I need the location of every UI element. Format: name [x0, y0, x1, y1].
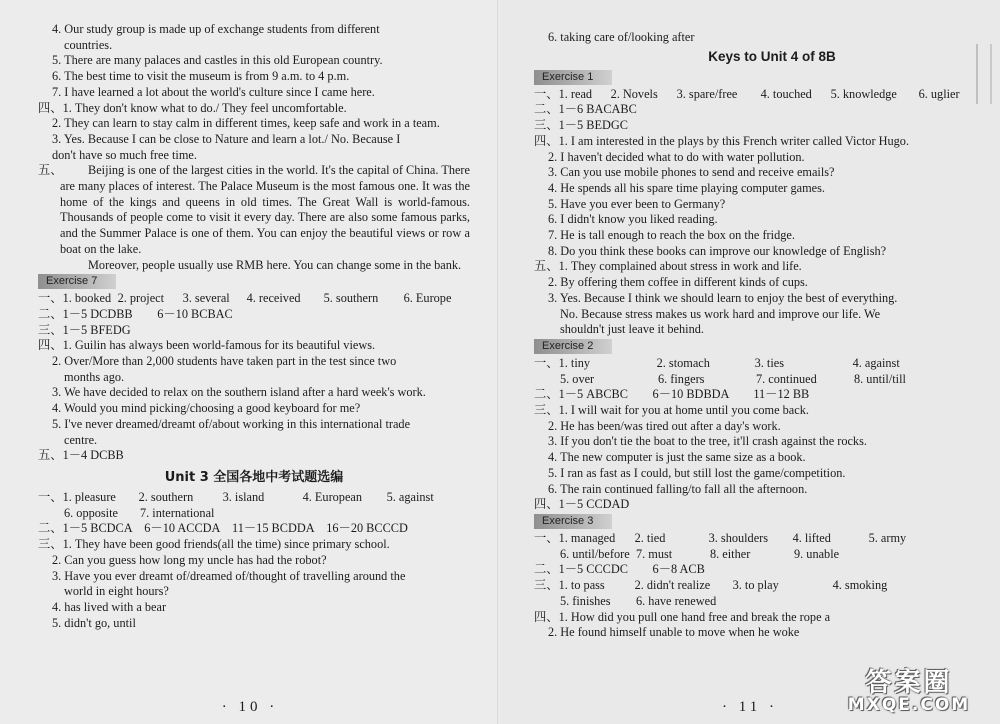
- answer: 1. pleasure: [62, 489, 116, 504]
- answer-line: 四、1. I am interested in the plays by this French writer called Victor Hugo.: [534, 133, 910, 148]
- answer: 4. lifted: [792, 530, 831, 545]
- answer: 4. received: [246, 291, 301, 306]
- answer: 4. European: [302, 489, 363, 504]
- answer-line: 3. If you don't tie the boat to the tree, it'll crash against the rocks.: [548, 434, 867, 449]
- answer-line: 5. didn't go, until: [52, 615, 136, 630]
- essay-paragraph: Beijing is one of the largest cities in the world. It's the capital of China. There are many places of interest. The Palace Museum is the most famous one. It was the home of the kings and queens in old times. The Great Wall is world-famous. Thousands of people come to visit it every day. There are also some famous parks, and the Summer Palace is one of them. You can enjoy the beautiful views or row a boat on the lake.: [60, 163, 470, 256]
- answer-line: 8. Do you think these books can improve our knowledge of English?: [548, 243, 887, 258]
- answer-line: 四、1. Guilin has always been world-famous for its beautiful views.: [38, 338, 376, 353]
- answer: 2. didn't realize: [634, 578, 711, 593]
- exercise-3-row4: [534, 594, 970, 610]
- answer-line: don't have so much free time.: [52, 147, 197, 162]
- row-prefix: 一、: [534, 86, 559, 101]
- exercise-7-answers: [38, 307, 470, 464]
- answer-line: 二、1－5 CCCDC 6－8 ACB: [534, 562, 705, 577]
- exercise-3-tail: [534, 610, 970, 641]
- answer-line: 6. The rain continued falling/to fall all the afternoon.: [548, 481, 808, 496]
- answer: 4. against: [852, 355, 900, 370]
- answer-line: months ago.: [64, 369, 125, 384]
- carryover-answer: 6. taking care of/looking after: [548, 30, 695, 44]
- answer: 5. finishes: [560, 593, 611, 608]
- right-page: [500, 0, 1000, 724]
- answer-line: 三、1－5 BEDGC: [534, 118, 628, 133]
- answer: 3. island: [222, 489, 265, 504]
- answer-line: shouldn't just leave it behind.: [560, 322, 704, 337]
- answer: 1. read: [558, 86, 593, 101]
- answer-line: 3. Can you use mobile phones to send and receive emails?: [548, 165, 835, 180]
- row-prefix: 三、: [534, 578, 559, 593]
- answer: 5. army: [868, 530, 907, 545]
- exercise-2-answers: [534, 387, 970, 513]
- exercise-1-row1: [534, 87, 970, 103]
- unit-3-row2: [38, 506, 470, 522]
- answer: 7. must: [636, 546, 673, 561]
- answer: 2. project: [117, 291, 165, 306]
- answer: 4. touched: [760, 86, 812, 101]
- answer-line: 2. I haven't decided what to do with water pollution.: [548, 149, 805, 164]
- answer-line: 4. He spends all his spare time playing computer games.: [548, 180, 825, 195]
- answer-line: 4. Our study group is made up of exchange students from different: [52, 22, 380, 36]
- exercise-2-row1: [534, 356, 970, 372]
- watermark-logo: 答案圈: [865, 668, 953, 698]
- unit-3-row1: [38, 490, 470, 506]
- watermark-url: MXQE.COM: [847, 695, 971, 715]
- essay-label: 五、: [38, 163, 63, 178]
- answer-line: 7. I have learned a lot about the world's culture since I came here.: [52, 84, 375, 99]
- page-number-left: · 10 ·: [221, 699, 279, 715]
- exercise-1-answers: [534, 102, 970, 338]
- answer: 3. to play: [732, 578, 779, 593]
- answer-line: 6. The best time to visit the museum is from 9 a.m. to 4 p.m.: [52, 69, 350, 84]
- watermark: [824, 662, 994, 720]
- answer: 6. opposite: [64, 505, 118, 520]
- answer-line: 二、1－5 ABCBC 6－10 BDBDA 11－12 BB: [534, 387, 810, 402]
- answer: 4. smoking: [832, 578, 888, 593]
- answer-line: 三、1. I will wait for you at home until you come back.: [534, 403, 809, 418]
- answer: 5. southern: [323, 291, 379, 306]
- exercise-2-row2: [534, 372, 970, 388]
- row-prefix: 一、: [38, 489, 63, 504]
- answer: 8. either: [710, 546, 751, 561]
- row-prefix: 一、: [534, 530, 559, 545]
- answer: 1. to pass: [558, 578, 605, 593]
- answer: 6. Europe: [403, 291, 452, 306]
- answer-line: 5. There are many palaces and castles in this old European country.: [52, 53, 383, 68]
- exercise-1-label: Exercise 1: [534, 70, 612, 85]
- exercise-3-row3: [534, 578, 970, 594]
- answer: 9. unable: [794, 546, 840, 561]
- answer-line: 二、1－5 DCDBB 6－10 BCBAC: [38, 306, 233, 321]
- answer: 1. managed: [558, 530, 616, 545]
- answer: 2. stomach: [656, 355, 710, 370]
- row-prefix: 一、: [534, 355, 559, 370]
- exercise-3-row2: [534, 547, 970, 563]
- exercise-3-row1: [534, 531, 970, 547]
- exercise-7-row1: [38, 291, 470, 307]
- answer: 5. knowledge: [830, 86, 897, 101]
- scan-mark: [976, 44, 992, 104]
- unit-3-answers: [38, 521, 470, 631]
- answer-line: centre.: [64, 432, 98, 447]
- answer: 6. have renewed: [636, 593, 717, 608]
- answer-line: 三、1－5 BFEDG: [38, 322, 131, 337]
- answer: 1. tiny: [558, 355, 591, 370]
- answer-line: 2. Can you guess how long my uncle has had the robot?: [52, 552, 327, 567]
- answer-line: 3. Have you ever dreamt of/dreamed of/thought of travelling around the: [52, 568, 406, 583]
- answer-line: 2. By offering them coffee in different kinds of cups.: [548, 275, 808, 290]
- page-number-right: · 11 ·: [722, 699, 778, 715]
- answer-line: 2. They can learn to stay calm in different times, keep safe and work in a team.: [52, 116, 440, 131]
- answer: 5. over: [560, 371, 595, 386]
- answer-line: 四、1. How did you pull one hand free and break the rope a: [534, 609, 831, 624]
- row-prefix: 一、: [38, 291, 63, 306]
- answer-line: 4. has lived with a bear: [52, 599, 167, 614]
- answer-line: 5. I've never dreamed/dreamt of/about working in this international trade: [52, 416, 411, 431]
- answer: 3. shoulders: [708, 530, 769, 545]
- answer: 7. continued: [756, 371, 817, 386]
- exercise-7-label: Exercise 7: [38, 274, 116, 289]
- answer-line: 4. The new computer is just the same size as a book.: [548, 450, 806, 465]
- answer-line: 2. He has been/was tired out after a day's work.: [548, 418, 781, 433]
- answer-line: 二、1－6 BACABC: [534, 102, 637, 117]
- answer-line: world in eight hours?: [64, 584, 169, 599]
- answer: 6. fingers: [658, 371, 705, 386]
- left-top-answers: [38, 22, 470, 163]
- answer-line: 四、1. They don't know what to do./ They feel uncomfortable.: [38, 100, 347, 115]
- answer-line: 二、1－5 BCDCA 6－10 ACCDA 11－15 BCDDA 16－20 BCCCD: [38, 521, 408, 536]
- answer-line: 2. He found himself unable to move when he woke: [548, 625, 800, 640]
- answer-line: 4. Would you mind picking/choosing a good keyboard for me?: [52, 401, 361, 416]
- answer-line: 五、1. They complained about stress in work and life.: [534, 259, 802, 274]
- exercise-3-answers: [534, 562, 970, 578]
- answer-line: 3. Yes. Because I think we should learn to enjoy the best of everything.: [548, 290, 898, 305]
- answer-line: 6. I didn't know you liked reading.: [548, 212, 718, 227]
- answer: 6. until/before: [560, 546, 630, 561]
- answer: 2. tied: [634, 530, 666, 545]
- answer: 1. booked: [62, 291, 112, 306]
- answer-line: 五、1－4 DCBB: [38, 448, 124, 463]
- answer-line: 5. I ran as fast as I could, but still lost the game/competition.: [548, 465, 846, 480]
- answer-line: 四、1－5 CCDAD: [534, 497, 630, 512]
- answer-line: 7. He is tall enough to reach the box on the fridge.: [548, 228, 795, 243]
- essay-block: [38, 163, 470, 273]
- answer: 3. spare/free: [676, 86, 738, 101]
- answer: 5. against: [386, 489, 434, 504]
- essay-paragraph: Moreover, people usually use RMB here. You can change some in the bank.: [88, 257, 462, 272]
- answer-line: 三、1. They have been good friends(all the time) since primary school.: [38, 537, 390, 552]
- answer-line: countries.: [64, 37, 113, 52]
- exercise-2-label: Exercise 2: [534, 339, 612, 354]
- answer: 3. several: [182, 291, 230, 306]
- answer-line: 3. We have decided to relax on the southern island after a hard week's work.: [52, 385, 426, 400]
- answer-line: No. Because stress makes us work hard and improve our life. We: [560, 306, 881, 321]
- keys-heading: Keys to Unit 4 of 8B: [708, 48, 836, 64]
- answer: 6. uglier: [918, 86, 960, 101]
- answer: 2. southern: [138, 489, 194, 504]
- answer: 8. until/till: [854, 371, 906, 386]
- unit-3-heading: Unit 3 全国各地中考试题选编: [164, 469, 344, 485]
- answer: 7. international: [140, 505, 215, 520]
- answer-line: 5. Have you ever been to Germany?: [548, 196, 726, 211]
- answer-line: 3. Yes. Because I can be close to Nature and learn a lot./ No. Because I: [52, 131, 401, 146]
- answer-line: 2. Over/More than 2,000 students have taken part in the test since two: [52, 354, 397, 369]
- exercise-3-label: Exercise 3: [534, 514, 612, 529]
- answer: 2. Novels: [610, 86, 658, 101]
- answer: 3. ties: [754, 355, 784, 370]
